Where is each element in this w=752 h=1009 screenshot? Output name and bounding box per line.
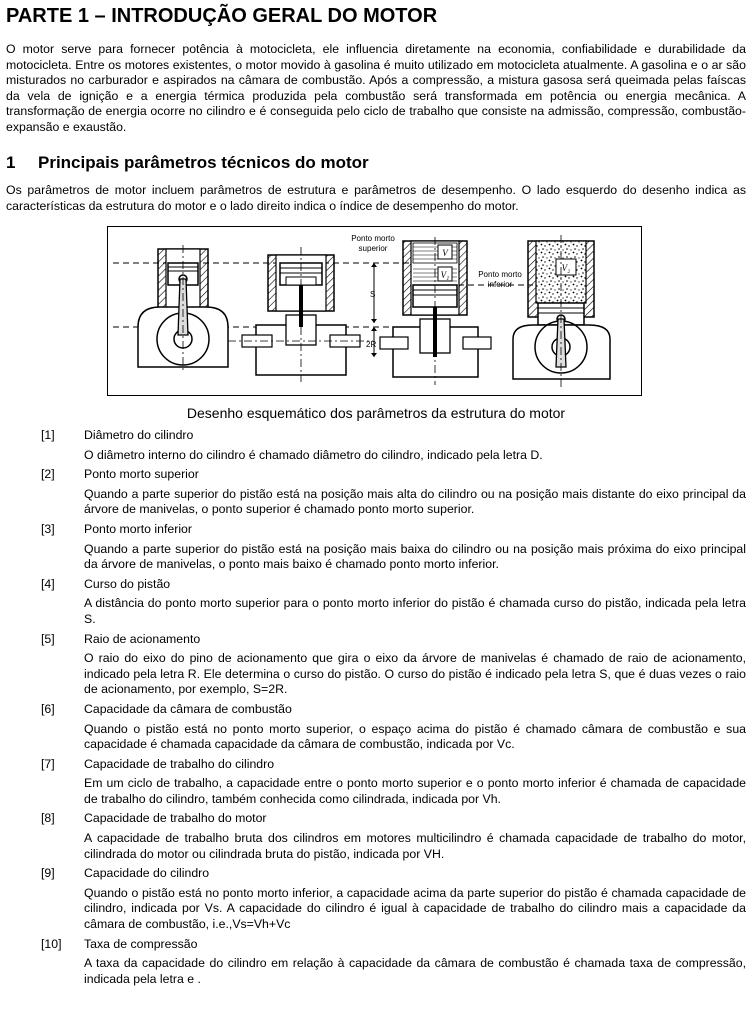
item-description: Quando o pistão está no ponto morto inferior, a capacidade acima da parte superior do pistão é chamada capacidade de cilindro, indicada por Vs. A capacidade do cilindro é igual à capacidade de trabalho do cilindro mais a capacidade da câmara de combustão, i.e.,Vs=Vh+Vc <box>84 885 746 932</box>
item-number: [2] <box>41 467 55 482</box>
parameter-list <box>0 428 752 991</box>
item-description: A capacidade de trabalho bruta dos cilindros em motores multicilindro é chamada capacidade de trabalho do motor, cilindrada do motor ou cilindrada bruta do pistão, indicada por VH. <box>84 831 746 861</box>
item-title: Raio de acionamento <box>84 631 201 646</box>
item-title: Capacidade de trabalho do cilindro <box>84 756 275 771</box>
item-title: Ponto morto superior <box>84 467 199 482</box>
figure-caption: Desenho esquemático dos parâmetros da estrutura do motor <box>186 405 566 421</box>
item-title: Capacidade da câmara de combustão <box>84 701 292 716</box>
list-item <box>0 937 752 992</box>
item-number: [10] <box>41 936 62 951</box>
item-title: Capacidade de trabalho do motor <box>84 811 267 826</box>
label-s: S <box>370 290 376 299</box>
item-description: Em um ciclo de trabalho, a capacidade entre o ponto morto superior e o ponto morto inferior é chamada de capacidade de trabalho do cilindro, também conhecida como cilindrada, indicada por Vh. <box>84 776 746 806</box>
item-number: [5] <box>41 631 55 646</box>
item-description: Quando a parte superior do pistão está na posição mais baixa do cilindro ou na posição mais próxima do eixo principal da árvore de manivelas, o ponto mais baixo é chamado ponto morto inferior. <box>84 541 746 572</box>
engine-front-view-2 <box>228 247 376 382</box>
list-item <box>0 866 752 936</box>
page-title: PARTE 1 – INTRODUÇÃO GERAL DO MOTOR <box>6 5 438 27</box>
item-description: A taxa da capacidade do cilindro em relação à capacidade da câmara de combustão é chamada taxa de compressão, indicada pela letra e . <box>84 956 746 986</box>
label-v1: V₁ <box>440 270 450 280</box>
list-item <box>0 702 752 757</box>
item-number: [8] <box>41 811 55 826</box>
item-description: A distância do ponto morto superior para o ponto morto inferior do pistão é chamada curso do pistão, indicada pela letra S. <box>84 596 746 626</box>
label-2r: 2R <box>366 340 377 349</box>
list-item <box>0 467 752 522</box>
item-title: Taxa de compressão <box>84 936 198 951</box>
list-item <box>0 757 752 812</box>
intro-paragraph: O motor serve para fornecer potência à motocicleta, ele influencia diretamente na economia, confiabilidade e durabilidade da motocicleta. Entre os motores existentes, o motor movido à gasolina é muito utilizado em motocicleta atualmente. A gasolina e o ar são misturados no carburador e aspirados na câmara de combustão. Após a compressão, a mistura gasosa será queimada pelas faíscas da vela de ignição e a energia térmica produzida pela combustão será transformada em potência ou energia mecânica. A transformação de energia ocorre no cilindro e é conseguida pelo ciclo de trabalho que consiste na admissão, compressão, combustão-expansão e exaustão. <box>6 42 746 134</box>
label-v: V <box>442 248 448 258</box>
list-item <box>0 428 752 467</box>
stroke-dimension <box>366 263 377 357</box>
item-number: [9] <box>41 866 55 881</box>
item-description: O diâmetro interno do cilindro é chamado diâmetro do cilindro, indicado pela letra D. <box>84 447 543 462</box>
item-title: Capacidade do cilindro <box>84 866 210 881</box>
item-title: Curso do pistão <box>84 576 171 591</box>
item-title: Ponto morto inferior <box>84 521 192 536</box>
section-title: Principais parâmetros técnicos do motor <box>38 153 369 172</box>
list-item <box>0 577 752 632</box>
label-bdc-line1: Ponto morto <box>478 270 522 279</box>
engine-structure-diagram <box>107 226 642 396</box>
item-title: Diâmetro do cilindro <box>84 428 194 442</box>
label-bdc-line2: inferior <box>487 280 513 289</box>
item-description: Quando o pistão está no ponto morto superior, o espaço acima do pistão é chamado câmara de combustão e sua capacidade é chamada capacidade da câmara de combustão, indicada por Vc. <box>84 721 746 752</box>
section-heading <box>6 153 369 173</box>
list-item <box>0 811 752 866</box>
item-number: [1] <box>41 428 55 442</box>
engine-front-view-3 <box>380 237 491 385</box>
item-description: Quando a parte superior do pistão está na posição mais alta do cilindro ou na posição mais distante do eixo principal da árvore de manivelas, o ponto superior é chamado ponto morto superior. <box>84 486 746 517</box>
engine-side-view-4 <box>513 235 610 387</box>
label-v2: V₂ <box>561 263 571 273</box>
list-item <box>0 632 752 702</box>
item-number: [7] <box>41 756 55 771</box>
item-number: [3] <box>41 521 55 536</box>
section-number: 1 <box>6 153 16 172</box>
list-item <box>0 522 752 577</box>
item-number: [6] <box>41 701 55 716</box>
item-number: [4] <box>41 576 55 591</box>
section-paragraph: Os parâmetros de motor incluem parâmetros de estrutura e parâmetros de desempenho. O lado esquerdo do desenho indica as características da estrutura do motor e o lado direito indica o índice de desempenho do motor. <box>6 183 746 213</box>
label-tdc-line1: Ponto morto <box>351 234 395 243</box>
item-description: O raio do eixo do pino de acionamento que gira o eixo da árvore de manivelas é chamado de raio de acionamento, indicado pela letra R. Ele determina o curso do pistão. O curso do pistão é indicado pela letra S, que é duas vezes o raio de acionamento, por exemplo, S=2R. <box>84 651 746 697</box>
label-tdc-line2: superior <box>358 244 388 253</box>
engine-side-view-1 <box>138 245 228 372</box>
